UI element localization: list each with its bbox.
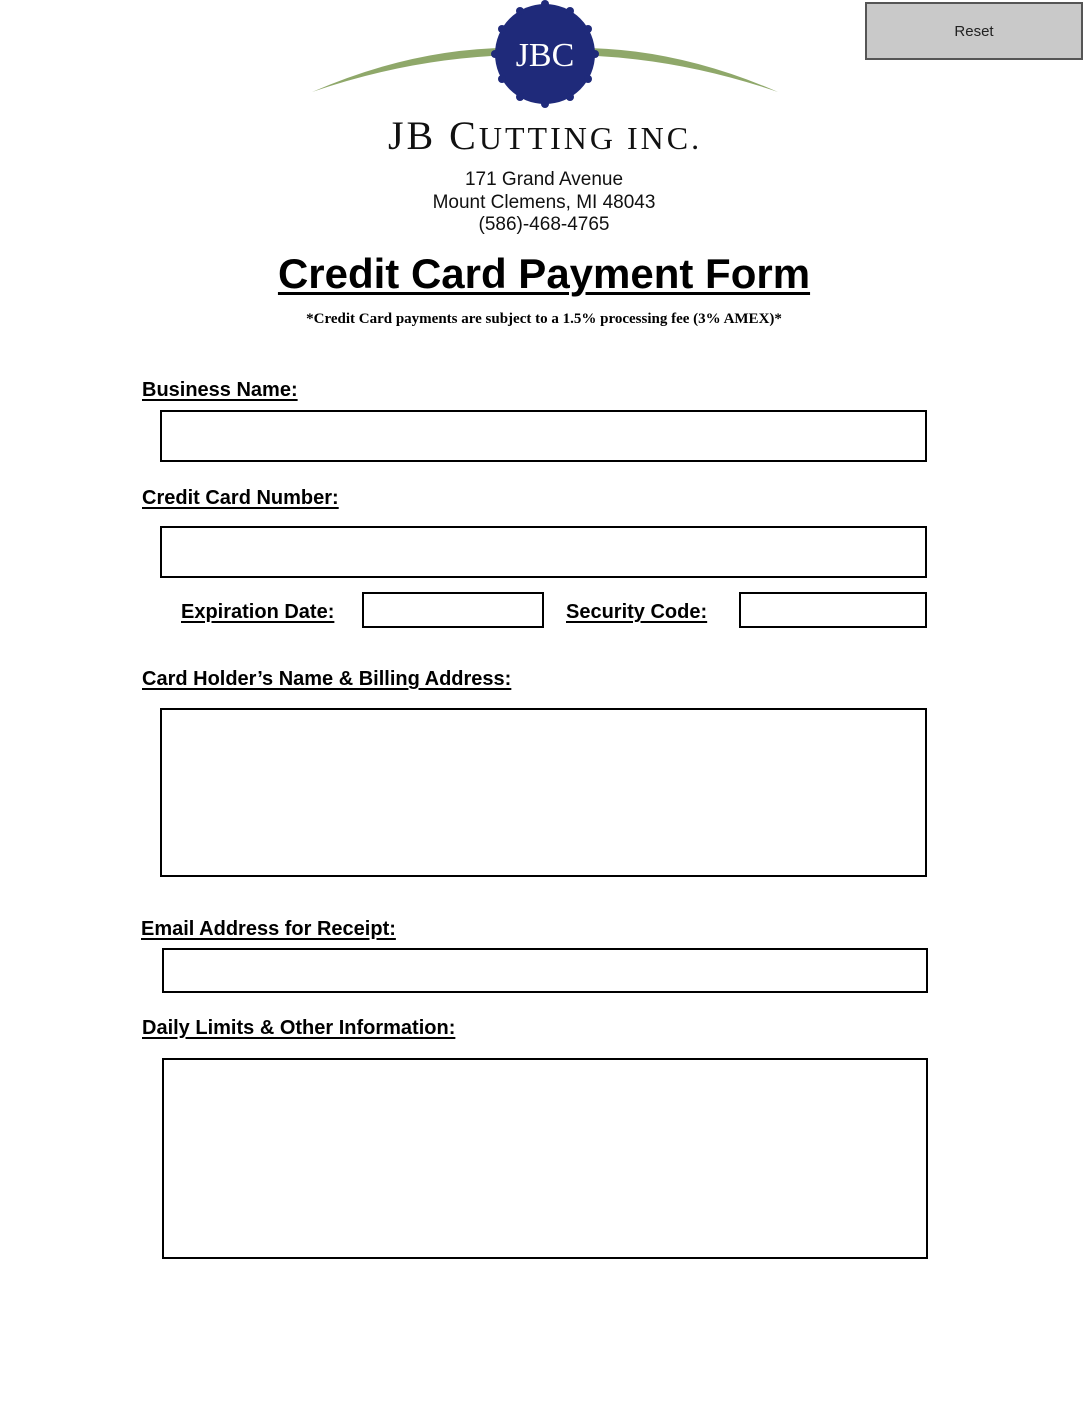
business-name-label: Business Name: bbox=[142, 379, 298, 401]
email-field[interactable] bbox=[162, 948, 928, 993]
limits-label: Daily Limits & Other Information: bbox=[142, 1017, 456, 1039]
expiration-date-label: Expiration Date: bbox=[181, 601, 335, 623]
billing-address-field[interactable] bbox=[160, 708, 927, 877]
security-code-label: Security Code: bbox=[566, 601, 708, 623]
billing-address-label: Card Holder’s Name & Billing Address: bbox=[142, 668, 512, 690]
email-label: Email Address for Receipt: bbox=[141, 918, 396, 940]
page-title: Credit Card Payment Form bbox=[277, 250, 811, 297]
card-number-field[interactable] bbox=[160, 526, 927, 578]
address-city: Mount Clemens, MI 48043 bbox=[432, 192, 656, 213]
limits-field[interactable] bbox=[162, 1058, 928, 1259]
business-name-field[interactable] bbox=[160, 410, 927, 462]
company-name: JB CUTTING INC. bbox=[387, 113, 703, 158]
expiration-date-field[interactable] bbox=[362, 592, 544, 628]
reset-button[interactable]: Reset bbox=[865, 2, 1083, 60]
address-street: 171 Grand Avenue bbox=[464, 169, 624, 190]
card-number-label: Credit Card Number: bbox=[142, 487, 339, 509]
security-code-field[interactable] bbox=[739, 592, 927, 628]
address-phone: (586)-468-4765 bbox=[478, 214, 610, 235]
fee-note: *Credit Card payments are subject to a 1.5% processing fee (3% AMEX)* bbox=[306, 311, 782, 327]
logo-monogram: JBC bbox=[515, 37, 575, 74]
jbc-logo bbox=[300, 0, 790, 110]
